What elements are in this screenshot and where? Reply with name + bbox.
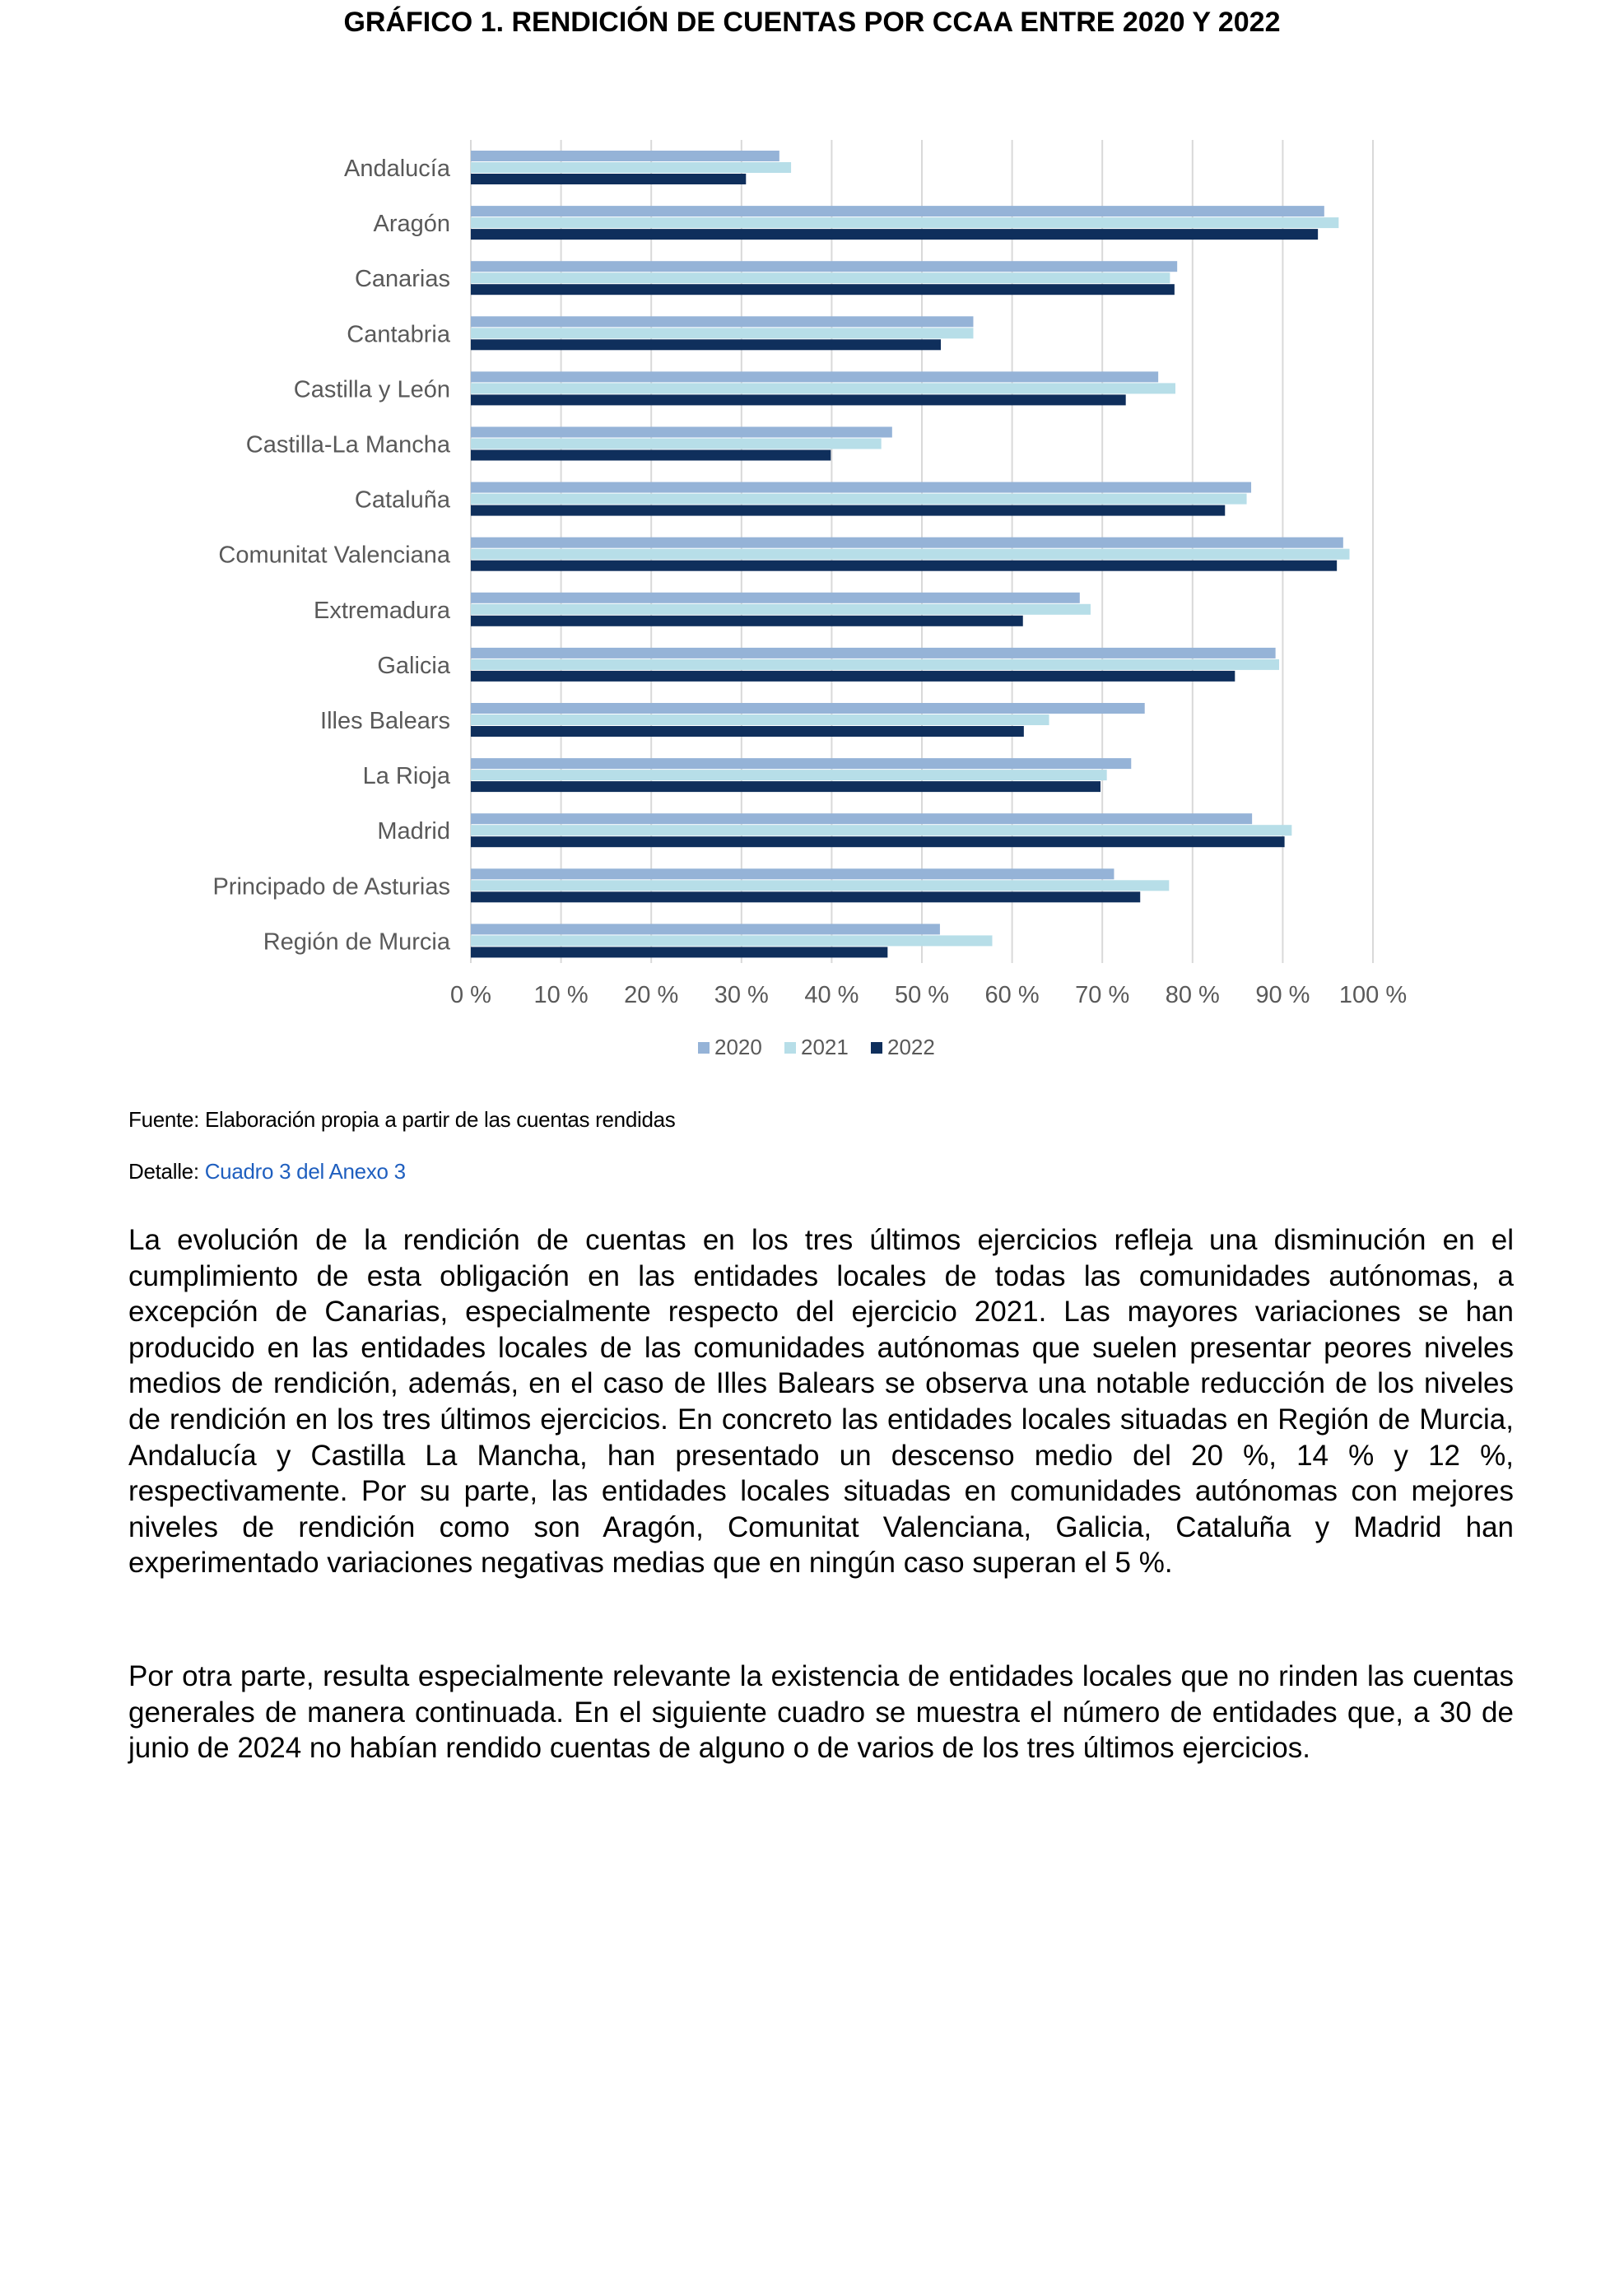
y-category-label: Región de Murcia bbox=[263, 928, 450, 956]
y-category-label: Cantabria bbox=[347, 321, 450, 348]
bar-2021 bbox=[471, 549, 1350, 560]
bar-2021 bbox=[471, 935, 992, 946]
y-category-label: Madrid bbox=[377, 818, 450, 845]
y-category-label: Extremadura bbox=[313, 597, 450, 624]
bar-2021 bbox=[471, 217, 1338, 228]
body-paragraph-1: La evolución de la rendición de cuentas en los tres últimos ejercicios refleja una disminución en el cumplimiento de esta obligación en las entidades locales de todas las comunidades autónomas, a excepción de Canarias, especialmente respecto del ejercicio 2021. Las mayores variaciones se han producido en las entidades locales de las comunidades autónomas que suelen presentar peores niveles medios de rendición, además, en el caso de Illes Balears se observa una notable reducción de los niveles de rendición en los tres últimos ejercicios. En concreto las entidades locales situadas en Región de Murcia, Andalucía y Castilla La Mancha, han presentado un descenso medio del 20 %, 14 % y 12 %, respectivamente. Por su parte, las entidades locales situadas en comunidades autónomas con mejores niveles de rendición como son Aragón, Comunitat Valenciana, Galicia, Cataluña y Madrid han experimentado variaciones negativas medias que en ningún caso superan el 5 %. bbox=[128, 1224, 1514, 1580]
y-category-label: Galicia bbox=[377, 652, 450, 679]
bar-2022 bbox=[471, 450, 831, 461]
y-category-label: Andalucía bbox=[344, 156, 450, 182]
x-tick-label: 70 % bbox=[1075, 982, 1130, 1008]
bar-2022 bbox=[471, 781, 1101, 792]
bar-2020 bbox=[471, 813, 1252, 824]
bar-2020 bbox=[471, 703, 1145, 714]
y-category-label: Comunitat Valenciana bbox=[218, 542, 450, 569]
bar-2020 bbox=[471, 261, 1177, 272]
bar-2020 bbox=[471, 648, 1276, 659]
bar-2020 bbox=[471, 206, 1324, 216]
bar-2020 bbox=[471, 538, 1343, 548]
body-paragraph-2: Por otra parte, resulta especialmente relevante la existencia de entidades locales que no rinden las cuentas generales de manera continuada. En el siguiente cuadro se muestra el número de entidades que, a 30 de junio de 2024 no habían rendido cuentas de alguno o de varios de los tres últimos ejercicios. bbox=[128, 1660, 1514, 1765]
source-prefix: Fuente: bbox=[128, 1107, 205, 1132]
x-tick-label: 60 % bbox=[984, 982, 1040, 1008]
bar-2020 bbox=[471, 151, 779, 161]
bar-2021 bbox=[471, 272, 1170, 283]
bar-2021 bbox=[471, 714, 1049, 725]
bar-2020 bbox=[471, 482, 1251, 493]
bar-2022 bbox=[471, 394, 1126, 405]
legend-swatch-2022 bbox=[871, 1042, 882, 1054]
chart-bars bbox=[471, 151, 1350, 957]
legend-swatch-2021 bbox=[784, 1042, 796, 1054]
x-tick-label: 90 % bbox=[1255, 982, 1310, 1008]
y-category-label: Canarias bbox=[354, 266, 450, 293]
detail-note bbox=[128, 1159, 406, 1184]
bar-2021 bbox=[471, 770, 1107, 780]
bar-2021 bbox=[471, 880, 1169, 891]
bar-2021 bbox=[471, 604, 1091, 615]
detail-prefix: Detalle: bbox=[128, 1159, 205, 1184]
bar-2022 bbox=[471, 947, 887, 957]
chart-title: GRÁFICO 1. RENDICIÓN DE CUENTAS POR CCAA ENTRE 2020 Y 2022 bbox=[343, 7, 1281, 38]
x-tick-label: 20 % bbox=[624, 982, 679, 1008]
legend-label-2021: 2021 bbox=[801, 1035, 849, 1059]
source-text: Elaboración propia a partir de las cuentas rendidas bbox=[205, 1107, 676, 1132]
x-tick-label: 50 % bbox=[894, 982, 950, 1008]
bar-2020 bbox=[471, 868, 1114, 879]
legend-label-2022: 2022 bbox=[887, 1035, 935, 1059]
legend-label-2020: 2020 bbox=[714, 1035, 762, 1059]
bar-2022 bbox=[471, 174, 746, 184]
x-tick-label: 10 % bbox=[533, 982, 589, 1008]
legend-swatch-2020 bbox=[698, 1042, 710, 1054]
bar-2022 bbox=[471, 284, 1175, 295]
bar-2020 bbox=[471, 371, 1158, 382]
x-tick-label: 0 % bbox=[450, 982, 491, 1008]
bar-2020 bbox=[471, 758, 1131, 769]
bar-2020 bbox=[471, 593, 1080, 603]
bar-2022 bbox=[471, 229, 1318, 240]
bar-2021 bbox=[471, 494, 1247, 505]
detail-link[interactable]: Cuadro 3 del Anexo 3 bbox=[204, 1159, 406, 1184]
bar-2021 bbox=[471, 659, 1279, 670]
bar-2020 bbox=[471, 316, 973, 327]
x-tick-label: 100 % bbox=[1338, 982, 1408, 1008]
y-category-label: La Rioja bbox=[362, 763, 450, 790]
bar-2022 bbox=[471, 726, 1024, 737]
bar-2020 bbox=[471, 924, 940, 934]
bar-2021 bbox=[471, 439, 882, 449]
source-note bbox=[128, 1107, 676, 1133]
x-tick-label: 30 % bbox=[714, 982, 769, 1008]
chart-legend bbox=[698, 1035, 935, 1059]
bar-2021 bbox=[471, 328, 973, 338]
bar-2020 bbox=[471, 427, 892, 438]
bar-2021 bbox=[471, 825, 1291, 835]
bar-2022 bbox=[471, 561, 1337, 571]
bar-2022 bbox=[471, 836, 1285, 847]
y-category-label: Cataluña bbox=[354, 486, 450, 514]
bar-2022 bbox=[471, 891, 1140, 902]
y-category-label: Castilla-La Mancha bbox=[245, 431, 450, 458]
bar-2022 bbox=[471, 671, 1235, 682]
y-category-label: Illes Balears bbox=[320, 708, 450, 734]
y-category-label: Castilla y León bbox=[293, 376, 450, 403]
x-tick-label: 40 % bbox=[804, 982, 859, 1008]
y-category-label: Principado de Asturias bbox=[212, 873, 450, 901]
bar-2021 bbox=[471, 162, 791, 173]
bar-chart bbox=[0, 0, 1624, 1087]
bar-2021 bbox=[471, 383, 1175, 393]
bar-2022 bbox=[471, 505, 1225, 516]
bar-2022 bbox=[471, 339, 941, 350]
bar-2022 bbox=[471, 616, 1023, 626]
y-category-label: Aragón bbox=[373, 211, 450, 238]
x-tick-label: 80 % bbox=[1165, 982, 1220, 1008]
